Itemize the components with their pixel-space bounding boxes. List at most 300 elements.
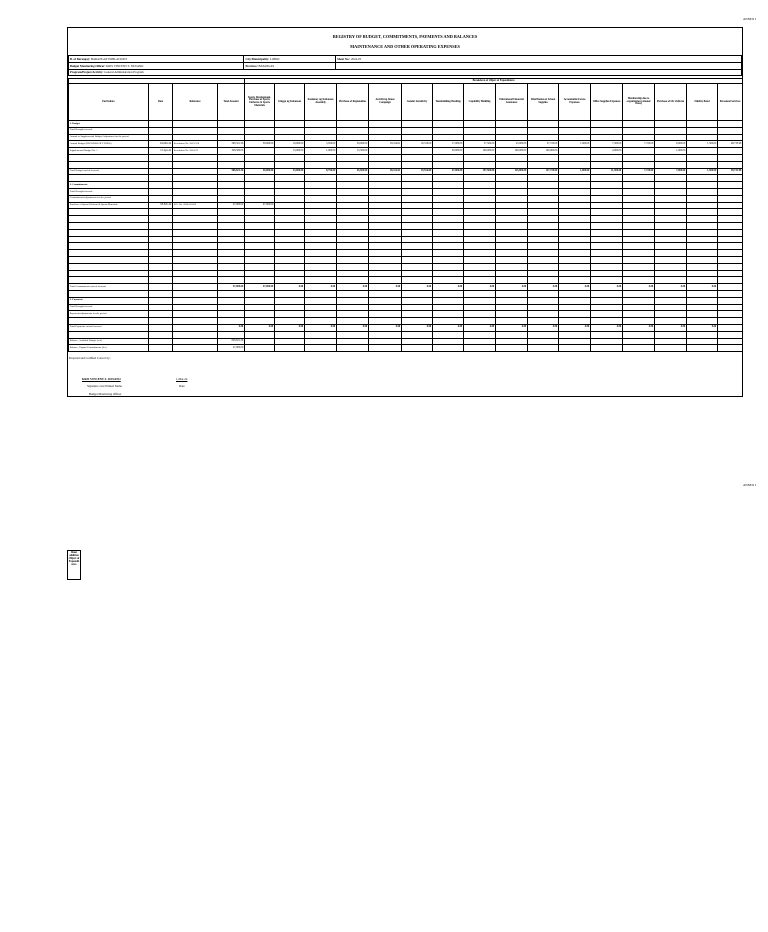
row-value-cell [245,256,275,263]
row-label: 3. Payments [69,297,149,304]
row-value-cell [528,250,559,257]
table-row [69,263,743,270]
row-value-cell [655,121,687,128]
table-row [69,284,743,291]
row-value-cell [402,256,433,263]
table-row [69,338,743,345]
row-value-cell [275,121,305,128]
row-value-cell [245,195,275,202]
row-total [218,209,245,216]
row-value-cell: 0.00 [496,324,528,331]
row-reference [173,216,218,223]
row-date [149,250,173,257]
row-value-cell: 30,000.00 [245,141,275,148]
row-value-cell [402,331,433,338]
row-value-cell [718,148,743,155]
row-value-cell [655,195,687,202]
row-reference: Resolution No. 2023-378 [173,141,218,148]
row-date: 04-Mar-24 [149,141,173,148]
row-value-cell [655,331,687,338]
row-value-cell [718,250,743,257]
row-value-cell [369,121,402,128]
row-value-cell [591,216,623,223]
row-value-cell [305,222,337,229]
row-value-cell: 0.00 [591,324,623,331]
table-row [69,250,743,257]
row-value-cell [369,263,402,270]
row-value-cell [559,229,591,236]
row-value-cell: 0.00 [655,284,687,291]
row-value-cell [275,270,305,277]
row-value-cell [245,263,275,270]
row-value-cell [369,311,402,318]
row-value-cell [305,290,337,297]
row-total [218,229,245,236]
row-value-cell [337,154,369,161]
row-value-cell [275,202,305,209]
row-value-cell [402,216,433,223]
row-value-cell [687,297,718,304]
table-row [69,277,743,284]
row-value-cell [496,229,528,236]
row-value-cell [337,304,369,311]
col-expenditure-header: Kadamay ng Kabataan Assembly [305,84,337,121]
row-value-cell [655,250,687,257]
row-value-cell [369,229,402,236]
row-value-cell [528,270,559,277]
row-value-cell [305,338,337,345]
row-value-cell [402,195,433,202]
row-value-cell [433,263,464,270]
row-value-cell [655,161,687,168]
row-reference: Resolution No. 2024-79 [173,148,218,155]
row-value-cell [305,202,337,209]
row-value-cell [245,121,275,128]
row-value-cell [655,243,687,250]
info-block [68,55,742,76]
row-value-cell [402,338,433,345]
row-value-cell [687,222,718,229]
row-value-cell [559,127,591,134]
row-value-cell [275,127,305,134]
row-value-cell [655,154,687,161]
col-total-amount: Total Amount [218,84,245,121]
row-total [218,161,245,168]
row-value-cell: 23,000.00 [275,168,305,175]
row-value-cell [245,216,275,223]
row-value-cell [337,209,369,216]
row-reference [173,324,218,331]
row-reference [173,304,218,311]
row-value-cell [245,270,275,277]
row-value-cell [402,121,433,128]
row-value-cell [496,263,528,270]
row-value-cell [433,202,464,209]
row-value-cell [718,270,743,277]
row-value-cell [655,188,687,195]
row-value-cell [559,243,591,250]
signature-date: 1-Mar-24 [176,377,188,381]
row-value-cell [623,216,655,223]
row-value-cell [687,311,718,318]
row-reference [173,188,218,195]
row-value-cell [305,127,337,134]
row-total [218,154,245,161]
row-value-cell [433,222,464,229]
row-value-cell [591,134,623,141]
row-value-cell [245,338,275,345]
row-value-cell: 0.00 [433,324,464,331]
row-value-cell [687,121,718,128]
row-value-cell [245,175,275,182]
col-expenditure-header: Sports Development- Purchase of Sports Uniforms & Sports Materials [245,84,275,121]
row-value-cell [433,338,464,345]
row-label [69,229,149,236]
row-value-cell [369,161,402,168]
row-value-cell [305,270,337,277]
row-value-cell [687,345,718,352]
row-value-cell [245,250,275,257]
row-value-cell [528,297,559,304]
row-value-cell [591,154,623,161]
row-value-cell [464,161,496,168]
row-value-cell [369,318,402,325]
row-value-cell: 1,500.00 [687,168,718,175]
row-label [69,175,149,182]
row-value-cell [559,121,591,128]
row-value-cell: 137,720.00 [528,168,559,175]
row-value-cell [464,222,496,229]
row-value-cell [275,222,305,229]
row-date [149,182,173,189]
row-value-cell: 0.00 [369,324,402,331]
table-row [69,154,743,161]
row-value-cell [402,270,433,277]
row-date [149,318,173,325]
province-cell: Province: BATANGAS [244,62,336,69]
row-label: Total Brought forward [69,188,149,195]
row-value-cell [528,154,559,161]
row-value-cell [528,304,559,311]
row-value-cell [369,250,402,257]
row-reference [173,236,218,243]
table-row [69,345,743,352]
row-value-cell [718,229,743,236]
row-value-cell [718,236,743,243]
row-value-cell: 19,516.00 [402,168,433,175]
table-row [69,243,743,250]
row-value-cell [591,304,623,311]
row-reference [173,154,218,161]
row-total: 859,821.36 [218,338,245,345]
row-value-cell: 0.00 [433,284,464,291]
row-value-cell [718,154,743,161]
row-total [218,311,245,318]
row-value-cell [402,290,433,297]
row-value-cell [687,182,718,189]
row-total [218,222,245,229]
row-value-cell [559,236,591,243]
row-value-cell [275,304,305,311]
row-value-cell [337,263,369,270]
row-value-cell [433,297,464,304]
row-value-cell [623,270,655,277]
row-value-cell [687,188,718,195]
row-value-cell [433,161,464,168]
row-value-cell [655,338,687,345]
row-value-cell [464,134,496,141]
row-label: 2. Commitments [69,182,149,189]
row-value-cell [528,209,559,216]
row-value-cell: 37,720.00 [528,141,559,148]
row-value-cell [464,229,496,236]
row-value-cell [275,216,305,223]
row-value-cell [528,182,559,189]
row-value-cell [687,318,718,325]
row-reference [173,121,218,128]
row-date [149,304,173,311]
row-value-cell [337,222,369,229]
row-value-cell [245,304,275,311]
row-value-cell [305,331,337,338]
row-value-cell [464,243,496,250]
row-value-cell [591,161,623,168]
row-value-cell [337,250,369,257]
row-total [218,236,245,243]
row-value-cell [559,318,591,325]
row-value-cell [687,250,718,257]
row-value-cell: 99,733.98 [718,141,743,148]
row-value-cell [433,175,464,182]
row-value-cell [369,188,402,195]
row-value-cell [623,331,655,338]
row-label [69,236,149,243]
row-date [149,243,173,250]
row-value-cell [559,270,591,277]
table-row [69,236,743,243]
row-value-cell [591,256,623,263]
row-value-cell: 18,314.61 [369,141,402,148]
row-date [149,229,173,236]
table-row [69,127,743,134]
row-value-cell [559,345,591,352]
row-value-cell [623,154,655,161]
row-value-cell [559,182,591,189]
row-value-cell [591,311,623,318]
row-value-cell: 0.00 [559,324,591,331]
row-reference [173,182,218,189]
row-value-cell [687,270,718,277]
row-value-cell [496,243,528,250]
row-value-cell [305,209,337,216]
row-value-cell [245,182,275,189]
row-reference [173,195,218,202]
row-total [218,256,245,263]
row-value-cell [369,331,402,338]
row-value-cell [337,195,369,202]
row-date [149,175,173,182]
row-value-cell [718,290,743,297]
row-value-cell [591,195,623,202]
row-value-cell [369,345,402,352]
row-value-cell [718,209,743,216]
row-value-cell [559,222,591,229]
row-value-cell [305,304,337,311]
row-value-cell [496,256,528,263]
row-value-cell [496,202,528,209]
signatory-name: KRIS VINCENT S. SILVANO [82,377,121,381]
row-value-cell: 4,000.00 [591,148,623,155]
row-value-cell [496,121,528,128]
row-value-cell [687,304,718,311]
row-date [149,134,173,141]
row-value-cell [496,297,528,304]
row-value-cell [305,311,337,318]
row-value-cell [464,290,496,297]
row-value-cell [623,202,655,209]
table-row [69,216,743,223]
row-value-cell [528,121,559,128]
row-value-cell [528,263,559,270]
row-value-cell [275,263,305,270]
row-value-cell: 1,000.00 [305,148,337,155]
row-value-cell [464,154,496,161]
row-value-cell [718,127,743,134]
row-value-cell [337,331,369,338]
col-expenditure-header: Personnel Services [718,84,743,121]
row-value-cell [528,338,559,345]
row-value-cell [369,127,402,134]
row-value-cell [718,297,743,304]
row-value-cell: 0.00 [687,284,718,291]
row-value-cell [337,121,369,128]
row-value-cell [464,263,496,270]
row-value-cell [623,229,655,236]
row-value-cell [305,263,337,270]
row-value-cell [245,297,275,304]
row-label [69,263,149,270]
row-value-cell [623,250,655,257]
row-value-cell [623,134,655,141]
row-value-cell [591,277,623,284]
row-value-cell [559,256,591,263]
row-value-cell [245,209,275,216]
row-value-cell [337,188,369,195]
row-value-cell [337,277,369,284]
row-value-cell [623,304,655,311]
row-value-cell [623,277,655,284]
row-value-cell [402,134,433,141]
row-value-cell [402,209,433,216]
row-value-cell [528,243,559,250]
row-value-cell [433,127,464,134]
row-value-cell [275,331,305,338]
row-value-cell [369,216,402,223]
row-value-cell: 30,000.00 [433,148,464,155]
table-row [69,148,743,155]
row-value-cell: 25,000.00 [496,141,528,148]
row-value-cell [623,188,655,195]
row-value-cell: 6,000.00 [655,141,687,148]
row-value-cell [433,331,464,338]
row-value-cell [464,270,496,277]
city-cell: City/Municipality: LOBOC [244,56,336,63]
row-value-cell [496,216,528,223]
row-value-cell [464,236,496,243]
row-total: 47,000.00 [218,202,245,209]
row-value-cell [687,127,718,134]
row-value-cell [655,277,687,284]
row-value-cell [718,202,743,209]
row-total: 47,000.00 [218,284,245,291]
row-value-cell [655,263,687,270]
row-value-cell: 1,500.00 [687,141,718,148]
row-value-cell [275,175,305,182]
row-label: 1. Budget [69,121,149,128]
table-row [69,188,743,195]
row-value-cell [559,311,591,318]
row-value-cell [687,290,718,297]
row-value-cell [528,318,559,325]
row-value-cell [402,311,433,318]
row-date [149,324,173,331]
col-expenditure-header: Distribution of School Supplies [528,84,559,121]
row-value-cell: 0.00 [245,324,275,331]
row-value-cell [559,250,591,257]
row-value-cell [496,290,528,297]
table-row [69,168,743,175]
row-value-cell [433,182,464,189]
row-value-cell [245,243,275,250]
row-value-cell [718,263,743,270]
annex-label: ANNEX I [742,17,756,21]
row-value-cell [591,338,623,345]
row-reference [173,168,218,175]
row-value-cell [369,256,402,263]
row-value-cell: 13,000.00 [275,148,305,155]
row-value-cell [623,175,655,182]
table-row [69,202,743,209]
row-reference [173,318,218,325]
row-value-cell [623,345,655,352]
row-value-cell [623,290,655,297]
signature-caption: Signature over Printed Name [87,384,122,388]
row-value-cell [245,318,275,325]
row-date [149,154,173,161]
row-value-cell [718,188,743,195]
row-value-cell [559,195,591,202]
row-label: Payments/adjustments for the period [69,311,149,318]
row-value-cell [245,331,275,338]
date-caption: Date [179,384,185,388]
row-total: 0.00 [218,324,245,331]
col-expenditure-header: Gingga ng Kabataan [275,84,305,121]
row-label [69,216,149,223]
table-row [69,290,743,297]
row-date [149,331,173,338]
row-total [218,188,245,195]
row-value-cell [402,222,433,229]
row-date [149,277,173,284]
row-value-cell [369,222,402,229]
row-reference: D.V. No. 2024-02-050 [173,202,218,209]
title-line-2: MAINTENANCE AND OTHER OPERATING EXPENSES [350,44,460,49]
row-value-cell [275,243,305,250]
row-value-cell [402,277,433,284]
row-value-cell [337,345,369,352]
row-value-cell: 0.00 [464,284,496,291]
row-value-cell [528,202,559,209]
